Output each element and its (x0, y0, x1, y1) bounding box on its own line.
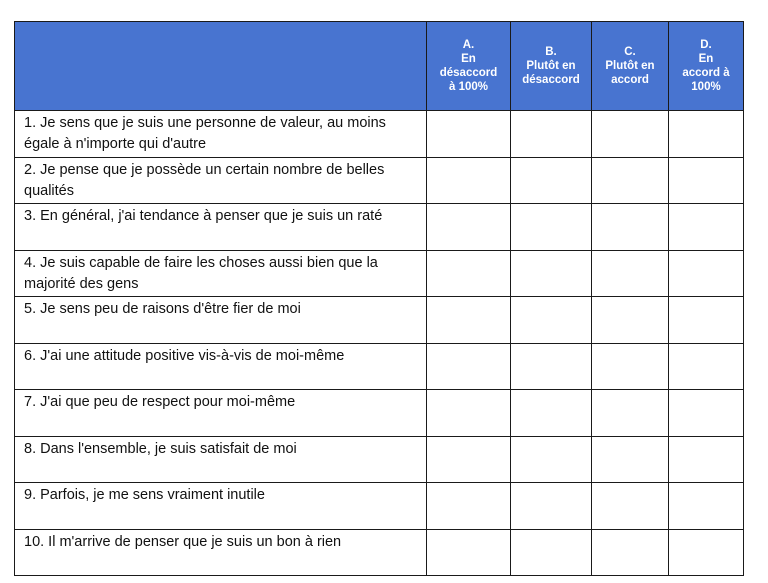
answer-cell-b[interactable] (511, 111, 592, 158)
answer-cell-b[interactable] (511, 390, 592, 437)
answer-cell-a[interactable] (427, 250, 511, 297)
table-row (15, 529, 744, 576)
header-label-line: D. (700, 39, 712, 51)
header-option-c (592, 22, 669, 111)
header-option-a (427, 22, 511, 111)
answer-cell-c[interactable] (592, 157, 669, 204)
header-label-line: Plutôt en (605, 60, 655, 72)
answer-cell-b[interactable] (511, 529, 592, 576)
answer-cell-c[interactable] (592, 390, 669, 437)
header-label-line: 100% (691, 81, 721, 93)
table-row (15, 343, 744, 390)
answer-cell-d[interactable] (669, 204, 744, 251)
answer-cell-b[interactable] (511, 436, 592, 483)
table-row (15, 204, 744, 251)
question-text: 10. Il m'arrive de penser que je suis un bon à rien (15, 529, 427, 576)
answer-cell-a[interactable] (427, 343, 511, 390)
answer-cell-a[interactable] (427, 483, 511, 530)
answer-cell-c[interactable] (592, 250, 669, 297)
header-label-line: A. (462, 39, 475, 51)
answer-cell-d[interactable] (669, 297, 744, 344)
header-label-line: C. (624, 46, 636, 58)
answer-cell-d[interactable] (669, 157, 744, 204)
header-label-line: En (461, 53, 476, 65)
answer-cell-a[interactable] (427, 529, 511, 576)
question-text: 4. Je suis capable de faire les choses aussi bien que la majorité des gens (15, 250, 427, 297)
answer-cell-b[interactable] (511, 297, 592, 344)
table-row (15, 157, 744, 204)
answer-cell-b[interactable] (511, 343, 592, 390)
table-row (15, 111, 744, 158)
table-row (15, 250, 744, 297)
answer-cell-c[interactable] (592, 436, 669, 483)
header-row (15, 22, 744, 111)
question-text: 6. J'ai une attitude positive vis-à-vis de moi-même (15, 343, 427, 390)
answer-cell-d[interactable] (669, 436, 744, 483)
self-esteem-questionnaire-table (14, 21, 744, 576)
answer-cell-b[interactable] (511, 250, 592, 297)
header-label-line: désaccord (439, 67, 498, 79)
header-label-line: Plutôt en (526, 60, 576, 72)
header-option-d (669, 22, 744, 111)
answer-cell-b[interactable] (511, 157, 592, 204)
question-text: 8. Dans l'ensemble, je suis satisfait de moi (15, 436, 427, 483)
question-text: 1. Je sens que je suis une personne de valeur, au moins égale à n'importe qui d'autre (15, 111, 427, 158)
header-label-line: accord (611, 74, 649, 86)
answer-cell-d[interactable] (669, 343, 744, 390)
answer-cell-d[interactable] (669, 390, 744, 437)
answer-cell-c[interactable] (592, 297, 669, 344)
table-row (15, 297, 744, 344)
answer-cell-b[interactable] (511, 204, 592, 251)
header-label-line: B. (545, 46, 557, 58)
answer-cell-d[interactable] (669, 250, 744, 297)
table-row (15, 436, 744, 483)
question-text: 3. En général, j'ai tendance à penser que je suis un raté (15, 204, 427, 251)
question-text: 5. Je sens peu de raisons d'être fier de moi (15, 297, 427, 344)
answer-cell-c[interactable] (592, 483, 669, 530)
answer-cell-c[interactable] (592, 204, 669, 251)
header-label-line: à 100% (448, 81, 488, 93)
answer-cell-d[interactable] (669, 111, 744, 158)
question-text: 9. Parfois, je me sens vraiment inutile (15, 483, 427, 530)
question-text: 2. Je pense que je possède un certain nombre de belles qualités (15, 157, 427, 204)
answer-cell-c[interactable] (592, 111, 669, 158)
answer-cell-d[interactable] (669, 529, 744, 576)
answer-cell-c[interactable] (592, 343, 669, 390)
question-text: 7. J'ai que peu de respect pour moi-même (15, 390, 427, 437)
answer-cell-a[interactable] (427, 157, 511, 204)
table-row (15, 390, 744, 437)
answer-cell-a[interactable] (427, 297, 511, 344)
table-row (15, 483, 744, 530)
answer-cell-a[interactable] (427, 204, 511, 251)
answer-cell-d[interactable] (669, 483, 744, 530)
answer-cell-c[interactable] (592, 529, 669, 576)
answer-cell-b[interactable] (511, 483, 592, 530)
header-label-line: accord à (682, 67, 730, 79)
header-option-b (511, 22, 592, 111)
header-question (15, 22, 427, 111)
header-label-line: désaccord (522, 74, 580, 86)
header-label-line: En (698, 53, 714, 65)
answer-cell-a[interactable] (427, 436, 511, 483)
answer-cell-a[interactable] (427, 390, 511, 437)
answer-cell-a[interactable] (427, 111, 511, 158)
